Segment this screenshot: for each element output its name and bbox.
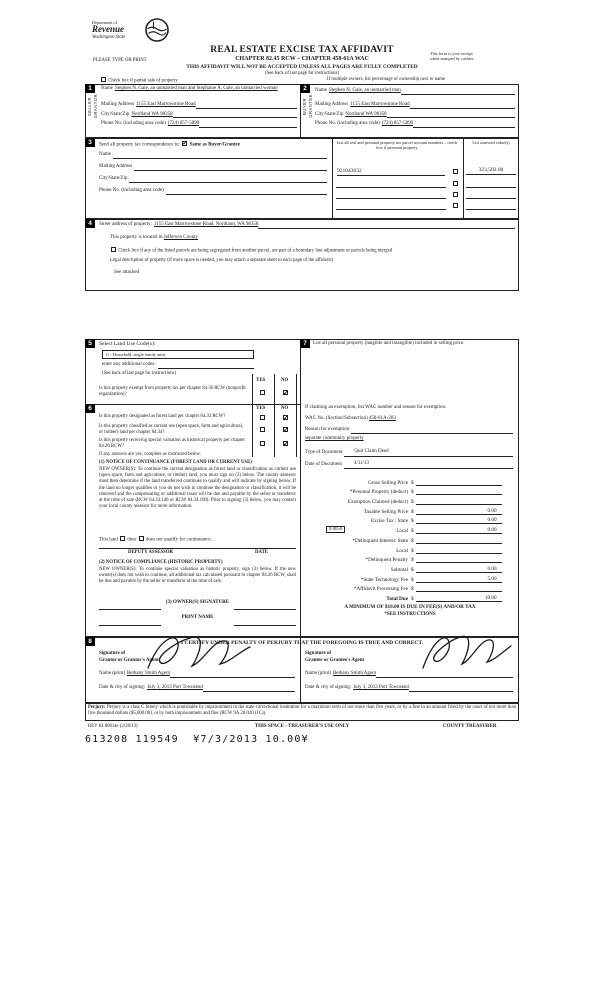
notice-continuance-title: (1) NOTICE OF CONTINUANCE (FOREST LAND OR CURRENT USE): [99, 460, 252, 465]
street-address-row: [99, 222, 515, 229]
partial-sale-label: Check box if partial sale of property: [108, 78, 178, 83]
fee-label: *Delinquent Penalty: [365, 557, 408, 564]
fee-label: *Delinquent Interest: State: [352, 537, 408, 544]
grantor-signature-label-line2: Grantor or Grantor's Agent: [99, 657, 159, 663]
divider: [332, 138, 333, 219]
parcel-personal-checkbox-4: [453, 203, 458, 208]
grantee-name-label: Name (print): [305, 671, 331, 676]
located-in-row: [110, 235, 198, 242]
document-date-row: [305, 461, 513, 469]
dor-logo: [92, 20, 202, 48]
grantor-name-value: Bethany Smith Agent: [126, 671, 171, 676]
rule-line: [409, 687, 513, 692]
section5-no-header: NO: [281, 378, 289, 383]
fee-label: Local: [396, 528, 408, 535]
dollar-sign: $: [411, 528, 414, 535]
grantor-signature-label-line1: Signature of: [99, 651, 126, 656]
dollar-sign: $: [411, 489, 414, 496]
fee-row-total-due: [302, 592, 516, 602]
print-name-line: [234, 625, 296, 626]
document-date-label: Date of Document: [305, 462, 342, 467]
fee-value: 5.00: [416, 576, 502, 583]
deputy-date-label: DATE: [255, 550, 268, 555]
section-6-number: 6: [85, 404, 95, 413]
fee-value: 0.00: [416, 517, 502, 524]
rule-line: [336, 187, 446, 188]
grantee-date-row: [305, 685, 513, 692]
seller-city-label: City/State/Zip: [101, 111, 130, 117]
fee-label: Subtotal: [390, 566, 408, 573]
assessed-values-header: List assessed value(s): [472, 140, 510, 145]
section-4-box: [85, 219, 519, 291]
rule-line: [336, 198, 446, 199]
section6-yes-header: YES: [256, 406, 266, 411]
grantee-signature: [418, 628, 516, 674]
partial-sale-checkbox: [101, 77, 106, 82]
fee-label: Excise Tax : State: [370, 518, 408, 525]
seller-name-value: Stephen N. Gale, an unmarried man and Stephanie A. Gale, an unmarried woman: [114, 86, 278, 91]
owner-signature-line: [234, 609, 296, 610]
seller-phone-row: [101, 121, 297, 128]
buyer-name-value: Stephen N. Gale, an unmarried man: [328, 88, 401, 93]
fee-row-processing-fee: [302, 583, 516, 593]
does-checkbox: [120, 536, 125, 541]
correspondence-phone-row: [99, 188, 327, 195]
receipt-note: [430, 51, 522, 62]
section-5-number: 5: [85, 339, 95, 348]
treasurer-space-label: THIS SPACE - TREASURER'S USE ONLY: [254, 724, 350, 729]
wac-row: [305, 416, 396, 423]
correspondence-address-row: [99, 164, 327, 171]
divider: [463, 138, 464, 219]
print-name-label: PRINT NAME: [181, 615, 214, 620]
dollar-sign: $: [411, 508, 414, 515]
located-in-label: This property is located in: [110, 235, 163, 240]
legal-description-label: Legal description of property (if more space is needed, you may attach a separate sheet to each page of the affidavit): [110, 258, 334, 263]
print-name-line: [99, 625, 161, 626]
fee-row-gross: [302, 476, 516, 486]
does-not-label: does not qualify for continuance.: [145, 537, 212, 543]
current-use-question: Is this property classified as current use (open space, farm and agricultural, or timber) land per chapter 84.34?: [99, 424, 243, 436]
located-in-value: Jefferson County: [163, 235, 198, 240]
exemption-claim-label: If claiming an exemption, list WAC number and reason for exemption:: [305, 405, 447, 410]
document-type-value: Quit Claim Deed: [344, 449, 513, 457]
see-back-note: (See back of last page for instructions): [264, 70, 340, 76]
continuance-qualify-row: [99, 536, 212, 544]
certify-statement: I CERTIFY UNDER PENALTY OF PERJURY THAT THE FOREGOING IS TRUE AND CORRECT.: [180, 640, 423, 646]
fee-row-subtotal: [302, 563, 516, 573]
divider: [274, 374, 275, 457]
dollar-sign: $: [411, 547, 414, 554]
correspondence-phone-label: Phone No. (including area code): [99, 188, 164, 193]
grantor-date-value: July 3, 2013 Port Townsend: [147, 685, 203, 690]
grantor-date-label: Date & city of signing:: [99, 685, 146, 690]
wac-label: WAC No. (Section/Subsection): [305, 416, 368, 421]
document-type-label: Type of Document: [305, 450, 343, 455]
divider: [300, 339, 301, 637]
this-land-label: This land: [99, 537, 118, 543]
rule-line: [196, 104, 297, 109]
buyer-city-row: [315, 112, 515, 119]
seller-role-label-1: SELLER: [87, 97, 92, 117]
historic-no-checkbox: [283, 441, 288, 446]
fee-label: Exemption Claimed (deduct): [347, 499, 408, 506]
rule-line: [258, 224, 515, 229]
grantor-name-label: Name (print): [99, 671, 125, 676]
section-1-number: 1: [85, 84, 95, 93]
buyer-city-value: Nordland WA 98358: [345, 111, 387, 117]
grantee-name-value: Bethany Smith Agent: [332, 671, 377, 676]
dollar-sign: $: [411, 479, 414, 486]
dollar-sign: $: [411, 557, 414, 564]
multiple-owners-note: If multiple owners, list percentage of ownership next to name: [327, 76, 446, 82]
exempt-no-checkbox: [283, 390, 288, 395]
correspondence-row: [99, 141, 240, 149]
notice-continuance-body: NEW OWNER(S): To continue the current designation as forest land or classification as current use (open space, farm and agriculture, or timber) land, you must sign on (3) below. The county assessor must then determine if the land transferred continues to qualify and will indicate by signing below. If the land no longer qualifies or you do not wish to continue the designation or classification, it will be removed and the compensating or additional taxes will be due and payable by the seller or transferor at the time of sale (RCW 84.33.140 or RCW 84.34.108). Prior to signing (3) below, you may contact your local county assessor for more information.: [99, 467, 296, 510]
land-use-code-value: 11 - Household, single family units: [105, 352, 166, 357]
assessed-value: 323,502.00: [466, 167, 516, 175]
county-treasurer-label: COUNTY TREASURER: [443, 724, 497, 729]
fee-row-delinquent-penalty: [302, 554, 516, 564]
dollar-sign: $: [411, 518, 414, 525]
segregated-row: [110, 247, 515, 255]
seller-city-row: [101, 112, 297, 119]
grantee-signature-label-line2: Grantee or Grantee's Agent: [305, 657, 365, 663]
rule-line: [203, 687, 295, 692]
form-chapter: CHAPTER 82.45 RCW – CHAPTER 458-61A WAC: [235, 56, 369, 62]
receipt-note-line1: This form is your receipt: [430, 51, 473, 56]
grantee-signature-label: [305, 651, 364, 664]
dollar-sign: $: [411, 499, 414, 506]
notice-compliance-body: NEW OWNER(S): To continue special valuation as historic property, sign (3) below. If the new owner(s) does not wish to continue, all additional tax calculated pursuant to chapter 84.26 RCW, shall be due and payable by the seller or transferor at the time of sale.: [99, 567, 296, 585]
dor-logo-mark-icon: [144, 17, 170, 43]
buyer-phone-value: (724) 857-5890: [381, 121, 414, 126]
correspondence-address-label: Mailing Address: [99, 164, 133, 169]
rule-line: [166, 190, 327, 195]
does-not-checkbox: [139, 536, 144, 541]
fee-value: 10.00: [416, 595, 502, 602]
fee-table: [302, 476, 516, 602]
forest-no-checkbox: [283, 415, 288, 420]
personal-property-label: List all personal property (tangible and intangible) included in selling price.: [313, 341, 465, 346]
seller-address-label: Mailing Address: [101, 102, 135, 107]
section5-yes-header: YES: [256, 378, 266, 383]
owners-signature-label: (3) OWNER(S) SIGNATURE: [165, 600, 230, 605]
document-date-value: 4/11/13: [344, 461, 513, 469]
does-label: does: [127, 537, 137, 543]
perjury-lead: Perjury:: [88, 705, 106, 710]
same-as-buyer-checkbox: [182, 141, 187, 146]
historic-question: Is this property receiving special valuation as historical property per chapter 84.26 RCW?: [99, 438, 245, 450]
document-type-row: [305, 449, 513, 457]
divider: [296, 374, 297, 457]
buyer-role-label-1: BUYER: [302, 98, 307, 115]
correspondence-name-label: Name: [99, 152, 111, 157]
fee-row-delinquent-interest-state: [302, 534, 516, 544]
land-use-label: Select Land Use Code(s):: [99, 341, 156, 347]
form-revision-number: REV 84 0001ae (2/28/13): [88, 724, 138, 729]
street-address-label: Street address of property:: [99, 222, 152, 227]
forest-yes-checkbox: [260, 415, 265, 420]
dollar-sign: $: [411, 576, 414, 583]
parcel-number-value: 921043032: [337, 168, 445, 176]
fee-label: Gross Selling Price: [367, 479, 408, 486]
section-7-number: 7: [300, 339, 310, 348]
fee-label: Local: [396, 547, 408, 554]
wac-number-value: 458-61A-203: [368, 416, 396, 421]
correspondence-label: Send all property tax correspondence to:: [99, 142, 180, 148]
buyer-name-row: [315, 88, 515, 95]
rule-line: [413, 123, 515, 128]
same-as-buyer-label: Same as Buyer/Grantee: [189, 142, 240, 148]
grantor-signature: [142, 628, 257, 674]
rule-line: [401, 90, 515, 95]
rule-line: [199, 123, 297, 128]
logo-dept-text: Department of: [92, 20, 117, 25]
historic-yes-checkbox: [260, 441, 265, 446]
legal-description-value: See attached: [114, 270, 140, 275]
logo-state-text: Washington State: [92, 35, 126, 41]
seller-role-label-2: GRANTOR: [93, 94, 98, 119]
section6-no-header: NO: [281, 406, 289, 411]
segregated-label: Check box if any of the listed parcels are being segregated from another parcel, are part of a boundary line adjustment or parcels being merged: [118, 248, 393, 254]
grantee-date-label: Date & city of signing:: [305, 685, 352, 690]
buyer-phone-label: Phone No. (including area code): [315, 121, 380, 126]
warning-text: THIS AFFIDAVIT WILL NOT BE ACCEPTED UNLESS ALL PAGES ARE FULLY COMPLETED: [186, 64, 418, 70]
rule-line: [351, 429, 513, 434]
rule-line: [113, 154, 327, 159]
fee-value: 0.00: [416, 527, 502, 534]
buyer-role-label-2: GRANTEE: [308, 94, 313, 118]
buyer-address-value: 1155 East Marrowstone Road: [350, 102, 410, 107]
cashier-receipt-stamp: 613208 119549 ¥7/3/2013 10.00¥: [85, 734, 309, 745]
perjury-statement: [88, 705, 516, 717]
rule-line: [466, 209, 516, 210]
parcel-personal-checkbox-1: [453, 169, 458, 174]
deputy-assessor-signature-line: [99, 548, 296, 549]
fee-label: *Affidavit Processing Fee: [353, 586, 408, 593]
fee-label: Taxable Selling Price: [363, 508, 408, 515]
reason-value: separate community property: [305, 436, 364, 441]
buyer-phone-row: [315, 121, 515, 128]
form-title: REAL ESTATE EXCISE TAX AFFIDAVIT: [210, 45, 394, 55]
grantor-date-row: [99, 685, 295, 692]
seller-city-value: Nordland WA 98358: [131, 111, 173, 117]
fee-row-exemption: [302, 495, 516, 505]
seller-phone-label: Phone No. (including area code): [101, 121, 166, 126]
seller-address-row: [101, 102, 297, 109]
rule-line: [129, 178, 327, 183]
street-address-value: 1155 East Marrowstone Road, Nordland, WA 98358: [153, 222, 259, 227]
fee-label: *Personal Property (deduct): [349, 489, 408, 496]
reason-row: [305, 427, 513, 434]
if-yes-note: If any answers are yes, complete as instructed below.: [99, 452, 201, 457]
see-instructions-note: *SEE INSTRUCTIONS: [384, 612, 436, 617]
fee-row-personal: [302, 486, 516, 496]
grantee-date-value: July 3, 2013 Port Townsend: [353, 685, 409, 690]
rule-line: [466, 198, 516, 199]
divider: [252, 374, 253, 457]
buyer-city-label: City/State/Zip: [315, 111, 344, 117]
reason-label: Reason for exemption: [305, 427, 350, 432]
fee-row-taxable: [302, 505, 516, 515]
parcel-header: List all real and personal property tax parcel account numbers – check box if personal property: [336, 140, 458, 151]
owner-signature-line: [99, 609, 161, 610]
seller-phone-value: (724) 857-5890: [167, 121, 200, 126]
please-type-note: PLEASE TYPE OR PRINT: [93, 58, 147, 63]
section-3-number: 3: [85, 138, 95, 147]
current-use-yes-checkbox: [260, 427, 265, 432]
logo-name-text: Revenue: [92, 24, 124, 35]
buyer-name-label: Name: [315, 88, 327, 93]
rule-line: [134, 166, 327, 171]
additional-codes-label: enter any additional codes:: [102, 362, 156, 367]
grantee-signature-label-line1: Signature of: [305, 651, 332, 656]
buyer-address-label: Mailing Address: [315, 102, 349, 107]
additional-codes-row: [102, 362, 254, 369]
correspondence-city-row: [99, 176, 327, 183]
seller-name-row: [101, 86, 297, 93]
exempt-question: Is this property exempt from property tax per chapter 84.36 RCW (nonprofit organization)?: [99, 386, 246, 398]
perjury-text: Perjury is a class C felony which is punishable by imprisonment in the state correctional institution for a maximum term of not more than five years, or by a fine in an amount fixed by the court of not more than five thousand dollars ($5,000.00), or by both imprisonment and fine (RCW 9A.20.020 (1C)).: [88, 705, 516, 717]
dollar-sign: $: [411, 537, 414, 544]
dollar-sign: $: [411, 595, 414, 602]
deputy-assessor-label: DEPUTY ASSESSOR: [128, 550, 174, 555]
fee-row-delinquent-interest-local: [302, 544, 516, 554]
rule-line: [173, 113, 297, 118]
section-2-number: 2: [300, 84, 310, 93]
fee-row-excise-state: [302, 515, 516, 525]
forest-land-question: Is this property designated as forest land per chapter 84.33 RCW?: [99, 414, 226, 419]
fee-value: 0.00: [416, 508, 502, 515]
seller-name-label: Name: [101, 86, 113, 91]
exempt-yes-checkbox: [260, 390, 265, 395]
receipt-note-line2: when stamped by cashier.: [430, 56, 475, 62]
local-rate-box: 0.0050: [326, 526, 345, 533]
current-use-no-checkbox: [283, 427, 288, 432]
divider: [85, 404, 300, 405]
section-4-number: 4: [85, 219, 95, 228]
correspondence-city-label: City/State/Zip: [99, 176, 128, 181]
buyer-address-row: [315, 102, 515, 109]
seller-address-value: 1155 East Marrowstone Road: [136, 102, 196, 107]
rule-line: [336, 209, 446, 210]
fee-label: Total Due: [386, 595, 408, 602]
correspondence-name-row: [99, 152, 327, 159]
rule-line: [387, 113, 515, 118]
fee-row-technology-fee: [302, 573, 516, 583]
segregated-checkbox: [111, 247, 116, 252]
minimum-fee-note: A MINIMUM OF $10.00 IS DUE IN FEE(S) AND/OR TAX: [344, 604, 476, 610]
parcel-personal-checkbox-3: [453, 192, 458, 197]
dollar-sign: $: [411, 566, 414, 573]
fee-row-excise-local: [302, 524, 516, 534]
fee-label: *State Technology Fee: [360, 576, 408, 583]
dollar-sign: $: [411, 586, 414, 593]
rule-line: [158, 364, 254, 369]
fee-value: 0.00: [416, 566, 502, 573]
section-8-number: 8: [85, 637, 95, 646]
rule-line: [466, 187, 516, 188]
parcel-personal-checkbox-2: [453, 181, 458, 186]
section5-see-back-note: (See back of last page for instructions): [102, 371, 177, 376]
notice-compliance-title: (2) NOTICE OF COMPLIANCE (HISTORIC PROPERTY): [99, 560, 223, 565]
rule-line: [410, 104, 515, 109]
